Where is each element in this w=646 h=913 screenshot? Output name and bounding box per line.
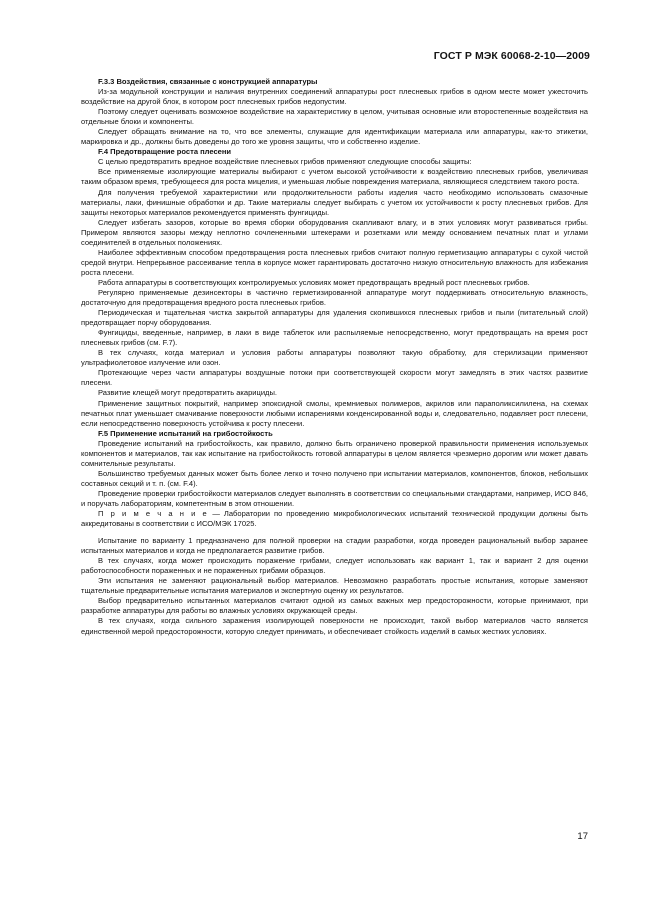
paragraph: Следует обращать внимание на то, что все элементы, служащие для идентификации материала или аппаратуры, как-то этикетки, маркировка и др., должны быть доведены до того же уровня защиты, что и собственно изделие. xyxy=(81,127,588,147)
note-label: П р и м е ч а н и е xyxy=(98,509,209,519)
paragraph: Применение защитных покрытий, например эпоксидной смолы, кремниевых полимеров, акрилов или параполиксилилена, на схемах печатных плат уменьшает смачивание поверхности любыми испарениями конденсированной воды и, следовательно, подавляет рост плесени, если непосредственно поверхность устойчива к росту плесени. xyxy=(81,398,588,428)
paragraph: Периодическая и тщательная чистка закрытой аппаратуры для удаления скопившихся плесневых грибов и пыли (питательный слой) предотвращает порчу оборудования. xyxy=(81,308,588,328)
paragraph: Наиболее эффективным способом предотвращения роста плесневых грибов считают полную герметизацию аппаратуры с сухой чистой средой внутри. Непрерывное рассеивание тепла в корпусе может гарантировать достаточно низкую относительную влажность для избежания роста плесени. xyxy=(81,247,588,277)
paragraph: Эти испытания не заменяют рациональный выбор материалов. Невозможно разработать простые испытания, которые заменяют тщательные предварительные испытания материалов и экспертную оценку их результатов. xyxy=(81,576,588,596)
note xyxy=(81,509,588,529)
paragraph: В тех случаях, когда материал и условия работы аппаратуры позволяют такую обработку, для стерилизации применяют ультрафиолетовое излучение или озон. xyxy=(81,348,588,368)
paragraph: Проведение испытаний на грибостойкость, как правило, должно быть ограничено проверкой правильности применения используемых компонентов и материалов, так как испытание на грибостойкость готовой аппаратуры в целом является чрезмерно дорогим или может давать сомнительные результаты. xyxy=(81,438,588,468)
section-heading: F.3.3 Воздействия, связанные с конструкцией аппаратуры xyxy=(98,77,318,86)
paragraph: Развитие клещей могут предотвратить акарициды. xyxy=(98,388,277,398)
document-body xyxy=(81,77,588,637)
paragraph: Фунгициды, введенные, например, в лаки в виде таблеток или распыляемые непосредственно, могут предотвращать на время рост плесневых грибов (см. F.7). xyxy=(81,328,588,348)
page-number: 17 xyxy=(577,831,588,842)
paragraph: Проведение проверки грибостойкости материалов следует выполнять в соответствии со специальными стандартами, например, ИСО 846, и поручать лабораториям, компетентным в этом отношении. xyxy=(81,488,588,508)
paragraph: Работа аппаратуры в соответствующих контролируемых условиях может предотвращать вредный рост плесневых грибов. xyxy=(98,277,530,287)
paragraph: Регулярно применяемые дезинсекторы в частично герметизированной аппаратуре могут поддерживать относительную влажность, достаточную для предотвращения вредного роста плесневых грибов. xyxy=(81,287,588,308)
paragraph: Из-за модульной конструкции и наличия внутренних соединений аппаратуры рост плесневых грибов в одном месте может ужесточить воздействие на другой блок, в котором рост плесневых грибов недопустим. xyxy=(81,87,588,107)
paragraph: Большинство требуемых данных может быть более легко и точно получено при испытании материалов, компонентов, блоков, небольших составных секций и т. п. (см. F.4). xyxy=(81,468,588,488)
section-heading: F.5 Применение испытаний на грибостойкость xyxy=(98,428,273,438)
paragraph: Протекающие через части аппаратуры воздушные потоки при соответствующей скорости могут замедлять в этих частях развитие плесени. xyxy=(81,368,588,388)
paragraph: В тех случаях, когда может происходить поражение грибами, следует использовать как вариант 1, так и вариант 2 для оценки работоспособности пораженных и не пораженных грибами образцов. xyxy=(81,556,588,576)
paragraph: С целью предотвратить вредное воздействие плесневых грибов применяют следующие способы защиты: xyxy=(98,157,472,167)
document-header: ГОСТ Р МЭК 60068-2-10—2009 xyxy=(433,50,590,62)
paragraph: Поэтому следует оценивать возможное воздействие на характеристику в целом, учитывая основные или второстепенные воздействия на отдельные блоки и компоненты. xyxy=(81,107,588,127)
paragraph: Все применяемые изолирующие материалы выбирают с учетом высокой устойчивости к воздействию плесневых грибов, увеличивая таким образом время, требующееся для роста мицелия, и уменьшая любые повреждения материала, являющиеся следствием такого роста. xyxy=(81,167,588,187)
paragraph: Для получения требуемой характеристики или продолжительности работы изделия часто необходимо использовать смазочные материалы, лаки, финишные обработки и др. Такие материалы следует выбирать с учетом их устойчивости к росту плесневых грибов. Для защиты некоторых материалов рекомендуется применять фунгициды. xyxy=(81,187,588,217)
paragraph: Выбор предварительно испытанных материалов считают одной из самых важных мер предосторожности, которые принимают, при разработке аппаратуры для работы во влажных условиях окружающей среды. xyxy=(81,596,588,616)
note-text: — Лаборатории по проведению микробиологических испытаний технической продукции должны быть аккредитованы в соответствии с ИСО/МЭК 17025. xyxy=(81,509,588,529)
paragraph: Испытание по варианту 1 предназначено для полной проверки на стадии разработки, когда проведен рациональный выбор заранее испытанных материалов и когда не предполагается развитие грибов. xyxy=(81,536,588,556)
section-heading: F.4 Предотвращение роста плесени xyxy=(98,147,232,157)
paragraph: Следует избегать зазоров, которые во время сборки оборудования скапливают влагу, и в этих условиях могут развиваться грибы. Примером являются зазоры между неплотно сочлененными штекерами и розетками или между основанием печатных плат и углами соединителей в отдельных положениях. xyxy=(81,217,588,247)
paragraph: В тех случаях, когда сильного заражения изолирующей поверхности не происходит, такой выбор материалов часто является единственной мерой предосторожности, которую следует принимать, и обеспечивает стойкость изделий в самых жестких условиях. xyxy=(81,616,588,636)
